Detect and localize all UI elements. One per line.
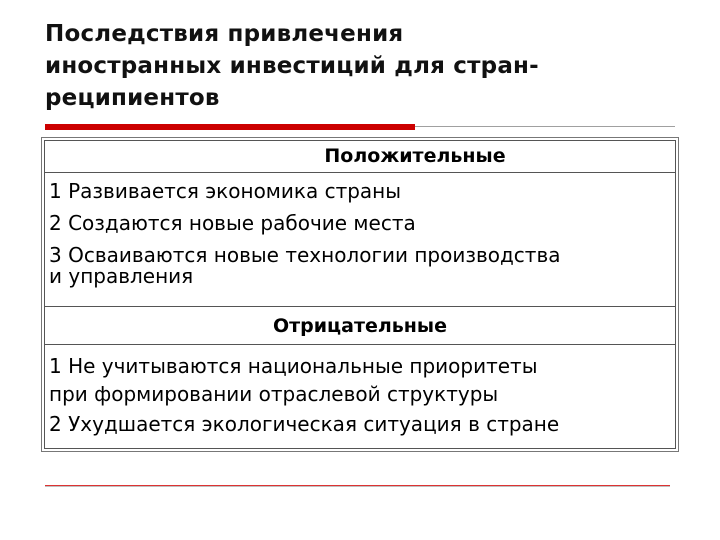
negative-list	[45, 351, 675, 441]
section-separator-top	[45, 306, 675, 307]
positive-list	[45, 175, 675, 287]
title-line-2: иностранных инвестиций для стран-	[45, 53, 539, 79]
positive-header-separator	[45, 172, 675, 173]
footer-divider-gray	[45, 486, 670, 487]
slide-title	[45, 18, 685, 114]
negative-header: Отрицательные	[272, 315, 447, 337]
negative-item-1-cont: при формировании отраслевой структуры	[49, 382, 499, 406]
negative-item-1: 1 Не учитываются национальные приоритеты	[49, 354, 538, 378]
title-line-3: реципиентов	[45, 85, 220, 111]
section-separator-bottom	[45, 344, 675, 345]
title-divider-red	[45, 124, 415, 130]
positive-item-2: 2 Создаются новые рабочие места	[49, 211, 416, 235]
positive-item-3: 3 Осваиваются новые технологии производства	[49, 243, 561, 267]
consequences-table	[44, 140, 676, 449]
title-line-1: Последствия привлечения	[45, 21, 404, 47]
positive-item-3-cont: и управления	[49, 264, 194, 288]
positive-header: Положительные	[324, 145, 506, 167]
negative-item-2: 2 Ухудшается экологическая ситуация в стране	[49, 412, 560, 436]
positive-item-1: 1 Развивается экономика страны	[49, 179, 402, 203]
